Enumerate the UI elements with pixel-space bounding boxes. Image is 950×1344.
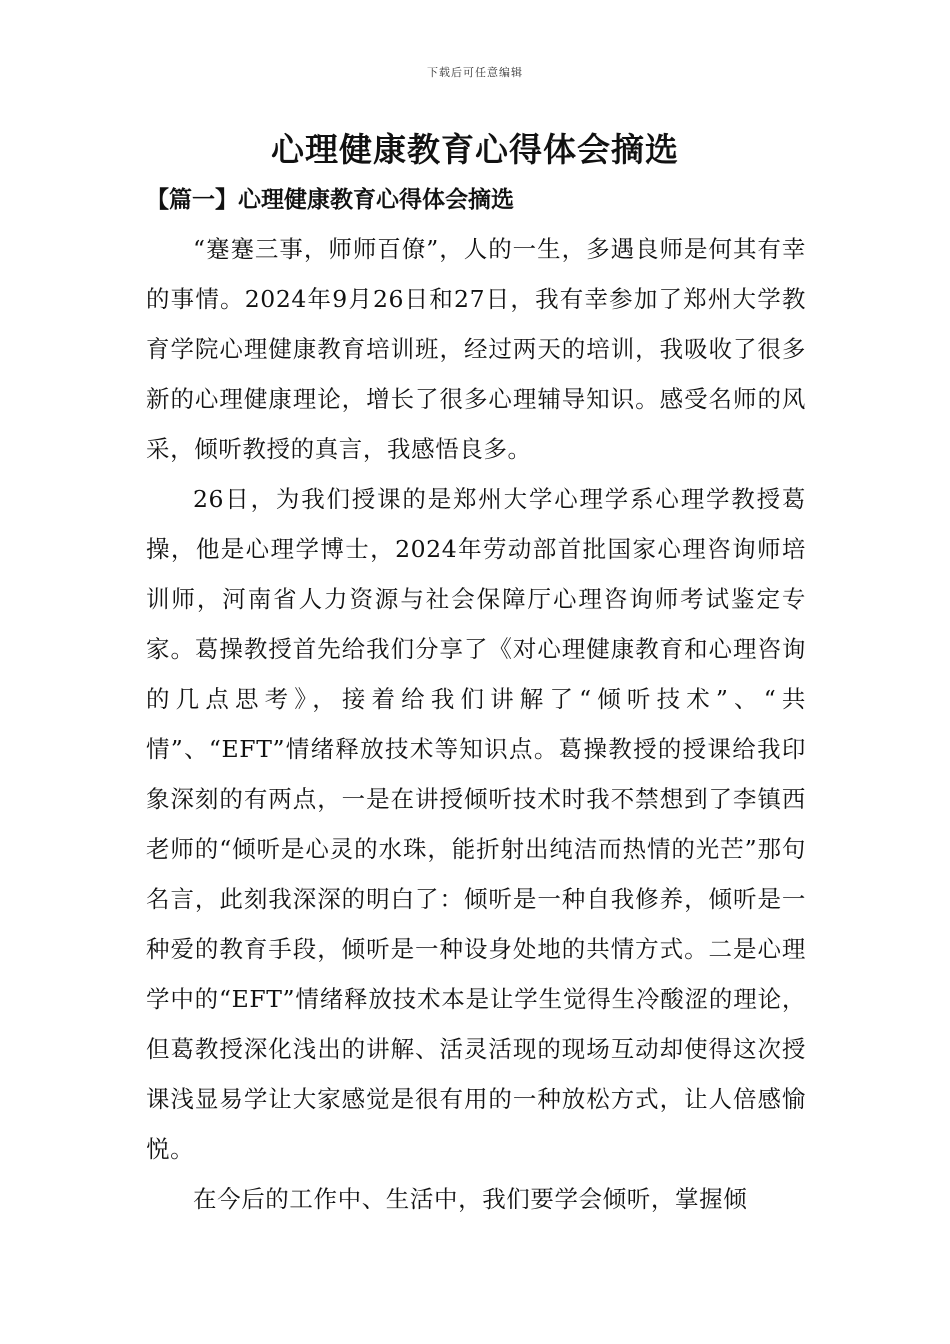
document-title: 心理健康教育心得体会摘选 bbox=[271, 130, 679, 169]
paragraph-intro: “蹇蹇三事，师师百僚”，人的一生，多遇良师是何其有幸的事情。2024年9月26日和27日，我有幸参加了郑州大学教育学院心理健康教育培训班，经过两天的培训，我吸收了很多新的心理健康理论，增长了很多心理辅导知识。感受名师的风采，倾听教授的真言，我感悟良多。 bbox=[146, 235, 806, 463]
document-body bbox=[146, 224, 806, 1224]
paragraph-future: 在今后的工作中、生活中，我们要学会倾听，掌握倾 bbox=[193, 1185, 748, 1213]
section-heading: 【篇一】心理健康教育心得体会摘选 bbox=[146, 186, 514, 213]
paragraph-lecture: 26日，为我们授课的是郑州大学心理学系心理学教授葛操，他是心理学博士，2024年劳动部首批国家心理咨询师培训师，河南省人力资源与社会保障厅心理咨询师考试鉴定专家。葛操教授首先给我们分享了《对心理健康教育和心理咨询的几点思考》，接着给我们讲解了“倾听技术”、“共情”、“EFT”情绪释放技术等知识点。葛操教授的授课给我印象深刻的有两点，一是在讲授倾听技术时我不禁想到了李镇西老师的“倾听是心灵的水珠，能折射出纯洁而热情的光芒”那句名言，此刻我深深的明白了：倾听是一种自我修养，倾听是一种爱的教育手段，倾听是一种设身处地的共情方式。二是心理学中的“EFT”情绪释放技术本是让学生觉得生冷酸涩的理论，但葛教授深化浅出的讲解、活灵活现的现场互动却使得这次授课浅显易学让大家感觉是很有用的一种放松方式，让人倍感愉悦。 bbox=[146, 485, 806, 1163]
header-note: 下载后可任意编辑 bbox=[427, 66, 523, 79]
